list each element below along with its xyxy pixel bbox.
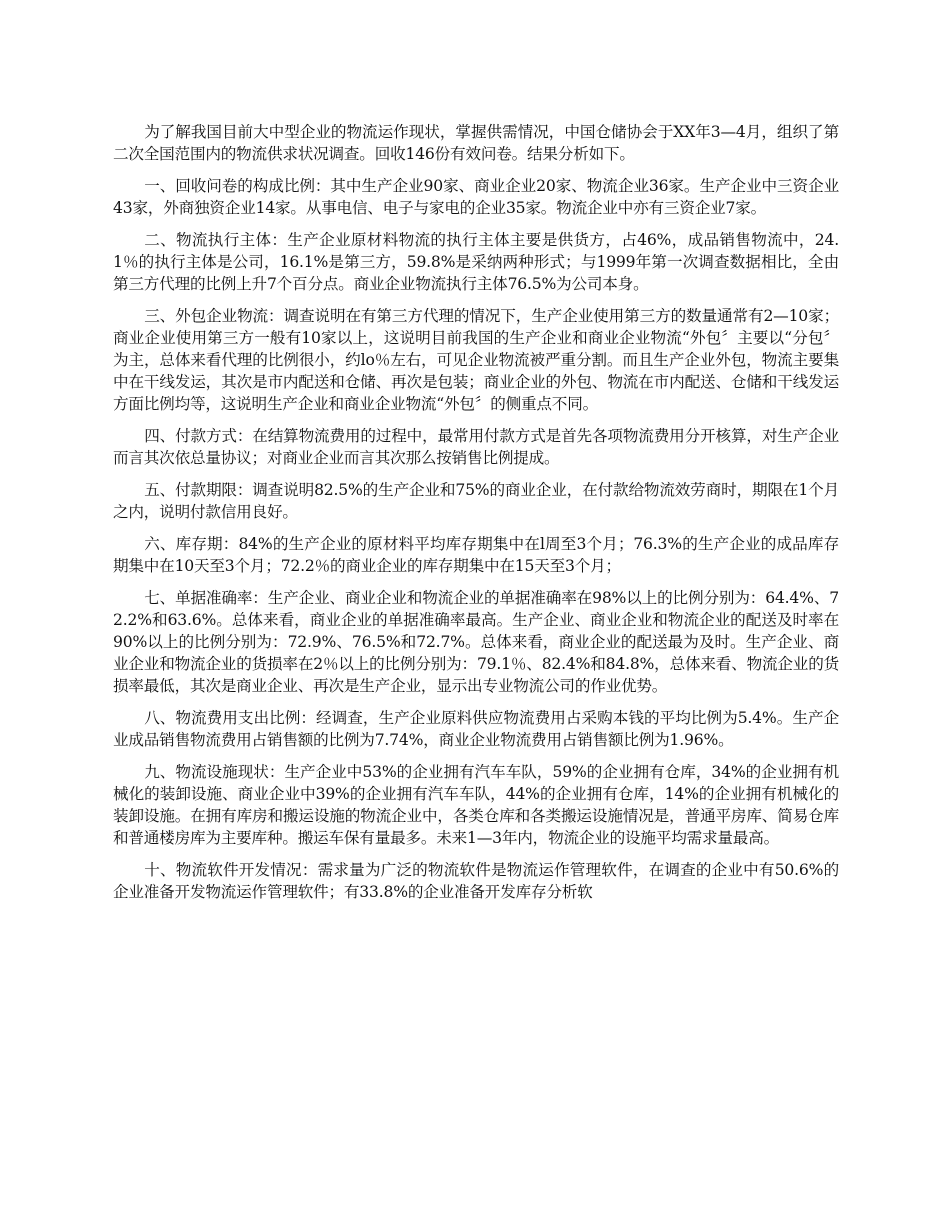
paragraph-payment-term: 五、付款期限：调查说明82.5%的生产企业和75%的商业企业，在付款给物流效劳商时，期限在1个月之内，说明付款信用良好。: [113, 481, 839, 521]
paragraph-cost-ratio: 八、物流费用支出比例：经调查，生产企业原料供应物流费用占采购本钱的平均比例为5.4%。生产企业成品销售物流费用占销售额的比例为7.74%，商业企业物流费用占销售额比例为1.96%。: [113, 709, 839, 749]
paragraph-facilities: 九、物流设施现状：生产企业中53%的企业拥有汽车车队，59%的企业拥有仓库，34%的企业拥有机械化的装卸设施、商业企业中39%的企业拥有汽车车队，44%的企业拥有仓库，14%的企业拥有机械化的装卸设施。在拥有库房和搬运设施的物流企业中，各类仓库和各类搬运设施情况是，普通平房库、简易仓库和普通楼房库为主要库种。搬运车保有量最多。未来1—3年内，物流企业的设施平均需求量最高。: [113, 763, 839, 847]
paragraph-payment-method: 四、付款方式：在结算物流费用的过程中，最常用付款方式是首先各项物流费用分开核算，对生产企业而言其次依总量协议；对商业企业而言其次那么按销售比例提成。: [113, 427, 839, 467]
paragraph-inventory-period: 六、库存期：84%的生产企业的原材料平均库存期集中在l周至3个月；76.3%的生产企业的成品库存期集中在10天至3个月；72.2％的商业企业的库存期集中在15天至3个月；: [113, 535, 839, 575]
paragraph-document-accuracy: 七、单据准确率：生产企业、商业企业和物流企业的单据准确率在98%以上的比例分别为：64.4%、72.2%和63.6%。总体来看，商业企业的单据准确率最高。生产企业、商业企业和物流企业的配送及时率在90%以上的比例分别为：72.9%、76.5%和72.7%。总体来看，商业企业的配送最为及时。生产企业、商业企业和物流企业的货损率在2％以上的比例分别为：79.1％、82.4%和84.8%，总体来看、物流企业的货损率最低，其次是商业企业、再次是生产企业，显示出专业物流公司的作业优势。: [113, 589, 839, 695]
paragraph-software: 十、物流软件开发情况：需求量为广泛的物流软件是物流运作管理软件，在调查的企业中有50.6%的企业准备开发物流运作管理软件；有33.8%的企业准备开发库存分析软: [113, 861, 839, 901]
paragraph-intro: 为了解我国目前大中型企业的物流运作现状，掌握供需情况，中国仓储协会于XX年3—4月，组织了第二次全国范围内的物流供求状况调查。回收146份有效问卷。结果分析如下。: [113, 123, 839, 163]
paragraph-survey-composition: 一、回收问卷的构成比例：其中生产企业90家、商业企业20家、物流企业36家。生产企业中三资企业43家，外商独资企业14家。从事电信、电子与家电的企业35家。物流企业中亦有三资企业7家。: [113, 177, 839, 217]
document-body: [113, 121, 839, 913]
paragraph-logistics-executor: 二、物流执行主体：生产企业原材料物流的执行主体主要是供货方，占46%，成品销售物流中，24.1％的执行主体是公司，16.1%是第三方，59.8%是采纳两种形式；与1999年第一次调查数据相比，全由第三方代理的比例上升7个百分点。商业企业物流执行主体76.5%为公司本身。: [113, 231, 839, 293]
paragraph-outsourcing: 三、外包企业物流：调查说明在有第三方代理的情况下，生产企业使用第三方的数量通常有2—10家；商业企业使用第三方一般有10家以上，这说明目前我国的生产企业和商业企业物流“外包〞主要以“分包〞为主，总体来看代理的比例很小，约lo％左右，可见企业物流被严重分割。而且生产企业外包，物流主要集中在干线发运，其次是市内配送和仓储、再次是包装；商业企业的外包、物流在市内配送、仓储和干线发运方面比例均等，这说明生产企业和商业企业物流“外包〞的侧重点不同。: [113, 307, 839, 413]
